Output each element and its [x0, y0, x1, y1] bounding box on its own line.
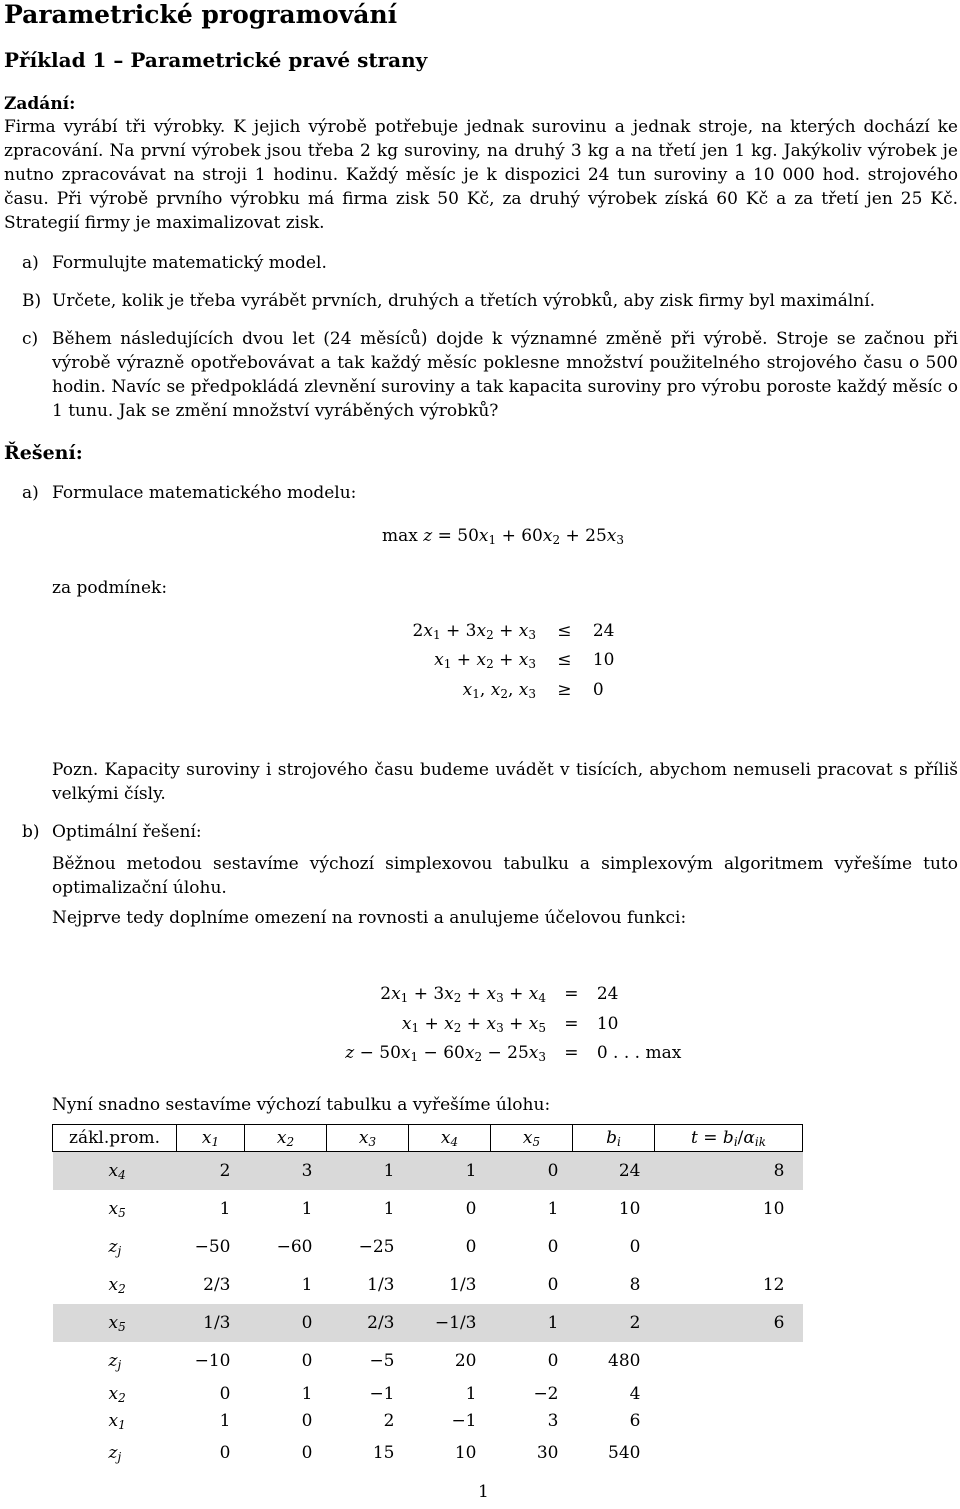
table-header-cell: $x_1$: [177, 1125, 245, 1152]
value-cell: −60: [276, 1237, 313, 1257]
value-cell: 10: [762, 1199, 785, 1219]
table-header-cell: $b_i$: [573, 1125, 655, 1152]
task-a-text: Formulujte matematický model.: [52, 253, 327, 273]
value-cell: 2: [629, 1313, 641, 1333]
value-cell: 1/3: [203, 1313, 231, 1333]
paragraph-1: Běžnou metodou sestavíme výchozí simplexovou tabulku a simplexovým algoritmem vyřešíme tuto optimalizační úlohu.: [52, 854, 958, 898]
solution-b-tag: b): [22, 822, 40, 842]
task-c-tag: c): [22, 329, 39, 349]
equality-2: $x_1 + x_2 + x_3 + x_5 = 10$: [401, 1014, 619, 1035]
section-title: Příklad 1 – Parametrické pravé strany: [4, 48, 428, 72]
constraint-2: $x_1 + x_2 + x_3 \le 10$: [434, 650, 615, 671]
value-cell: 1: [465, 1383, 477, 1404]
value-cell: 2: [383, 1410, 395, 1431]
task-c-text: Během následujících dvou let (24 měsíců) dojde k významné změně při výrobě. Stroje se začnou při výrobě výrazně opotřebovávat a tak každý měsíc poklesne množství použitelného strojového času o 500 hodin. Navíc se předpokládá zlevnění suroviny a tak kapacita suroviny pro výrobu poroste každý měsíc o 1 tunu. Jak se změní množství vyráběných výrobků?: [52, 329, 958, 421]
note: Pozn. Kapacity suroviny i strojového času budeme uvádět v tisících, abychom nemuseli pracovat s příliš velkými čísly.: [52, 760, 958, 804]
value-cell: −1/3: [434, 1313, 477, 1333]
solution-a-tag: a): [22, 483, 39, 503]
value-cell: 0: [547, 1351, 559, 1371]
basis-cell: $z_j$: [108, 1443, 122, 1464]
table-header-cell: $x_3$: [327, 1125, 409, 1152]
value-cell: 15: [372, 1443, 395, 1463]
value-cell: 1: [383, 1199, 395, 1219]
constraints-label: za podmínek:: [52, 578, 168, 598]
value-cell: 1: [301, 1275, 313, 1295]
value-cell: 6: [629, 1410, 641, 1431]
solution-a-text: Formulace matematického modelu:: [52, 483, 357, 503]
assignment-label: Zadání:: [4, 94, 76, 114]
table-row: [53, 1228, 803, 1266]
value-cell: 30: [536, 1443, 559, 1463]
simplex-table: [52, 1124, 803, 1472]
table-header-cell: zákl.prom.: [53, 1125, 177, 1152]
value-cell: 20: [454, 1351, 477, 1371]
basis-cell: $x_1$: [108, 1410, 126, 1432]
value-cell: 0: [465, 1199, 477, 1219]
task-b-tag: B): [22, 291, 42, 311]
value-cell: 10: [454, 1443, 477, 1463]
value-cell: 0: [219, 1443, 231, 1463]
basis-cell: $x_2$: [108, 1383, 126, 1405]
assignment-text: Firma vyrábí tři výrobky. K jejich výrobě potřebuje jednak surovinu a jednak stroje, na kterých dochází ke zpracování. Na první výrobek jsou třeba 2 kg suroviny, na druhý 3 kg a na třetí jen 1 kg. Jakýkoliv výrobek je nutno zpracovávat na stroji 1 hodinu. Každý měsíc je k dispozici 24 tun suroviny a 10 000 hod. strojového času. Při výrobě prvního výrobku má firma zisk 50 Kč, za druhý výrobek získá 60 Kč a za třetí jen 25 Kč. Strategií firmy je maximalizovat zisk.: [4, 117, 958, 233]
paragraph-2: Nejprve tedy doplníme omezení na rovnosti a anulujeme účelovou funkci:: [52, 908, 687, 928]
constraint-3: $x_1$, $x_2$, $x_3 \ge 0$: [462, 680, 604, 701]
value-cell: 3: [301, 1161, 313, 1181]
basis-cell: $z_j$: [108, 1237, 122, 1258]
value-cell: 1/3: [449, 1275, 477, 1295]
value-cell: [655, 1342, 803, 1380]
value-cell: 0: [219, 1383, 231, 1404]
table-row: [53, 1434, 803, 1472]
table-header-cell: $x_4$: [409, 1125, 491, 1152]
objective-function: $\max z = 50x_1 + 60x_2 + 25x_3$: [382, 526, 624, 547]
value-cell: 1: [547, 1313, 559, 1333]
value-cell: 0: [547, 1237, 559, 1257]
value-cell: −2: [533, 1383, 559, 1404]
value-cell: 12: [762, 1275, 785, 1295]
value-cell: [655, 1434, 803, 1472]
value-cell: 1: [547, 1199, 559, 1219]
value-cell: −50: [194, 1237, 231, 1257]
paragraph-3: Nyní snadno sestavíme výchozí tabulku a vyřešíme úlohu:: [52, 1095, 551, 1115]
value-cell: −5: [369, 1351, 395, 1371]
value-cell: 0: [465, 1237, 477, 1257]
value-cell: 10: [618, 1199, 641, 1219]
value-cell: 1: [383, 1161, 395, 1181]
table-row: [53, 1342, 803, 1380]
value-cell: 1: [219, 1410, 231, 1431]
table-row: [53, 1190, 803, 1228]
value-cell: 6: [773, 1313, 785, 1333]
basis-cell: $x_5$: [108, 1199, 126, 1220]
basis-cell: $x_2$: [108, 1275, 126, 1296]
table-row: [53, 1380, 803, 1407]
value-cell: 0: [301, 1443, 313, 1463]
solution-b-text: Optimální řešení:: [52, 822, 202, 842]
value-cell: 1: [465, 1161, 477, 1181]
value-cell: −10: [194, 1351, 231, 1371]
page-title: Parametrické programování: [4, 0, 398, 29]
equality-3: $z - 50x_1 - 60x_2 - 25x_3 = 0$ . . . max: [345, 1043, 682, 1064]
solution-label: Řešení:: [4, 442, 83, 464]
value-cell: 2/3: [367, 1313, 395, 1333]
value-cell: 1/3: [367, 1275, 395, 1295]
basis-cell: $x_4$: [108, 1161, 126, 1182]
value-cell: 1: [301, 1383, 313, 1404]
value-cell: 4: [629, 1383, 641, 1404]
task-b-text: Určete, kolik je třeba vyrábět prvních, druhých a třetích výrobků, aby zisk firmy byl maximální.: [52, 291, 876, 311]
value-cell: 0: [547, 1275, 559, 1295]
value-cell: [655, 1380, 803, 1407]
value-cell: 3: [547, 1410, 559, 1431]
basis-cell: $z_j$: [108, 1351, 122, 1372]
value-cell: 8: [773, 1161, 785, 1181]
value-cell: 0: [301, 1410, 313, 1431]
value-cell: 1: [219, 1199, 231, 1219]
value-cell: −25: [358, 1237, 395, 1257]
value-cell: 0: [547, 1161, 559, 1181]
table-header-cell: $x_2$: [245, 1125, 327, 1152]
value-cell: 0: [301, 1313, 313, 1333]
table-row: [53, 1407, 803, 1434]
table-row: [53, 1266, 803, 1304]
table-header-cell: $x_5$: [491, 1125, 573, 1152]
value-cell: 24: [618, 1161, 641, 1181]
value-cell: 0: [629, 1237, 641, 1257]
equality-1: $2x_1 + 3x_2 + x_3 + x_4 = 24$: [380, 984, 619, 1005]
table-row: [53, 1304, 803, 1342]
value-cell: [655, 1407, 803, 1434]
value-cell: 480: [608, 1351, 641, 1371]
value-cell: 2/3: [203, 1275, 231, 1295]
value-cell: [655, 1228, 803, 1266]
value-cell: 2: [219, 1161, 231, 1181]
table-header-cell: $t = b_i/\alpha_{ik}$: [655, 1125, 803, 1152]
value-cell: −1: [451, 1410, 477, 1431]
value-cell: 0: [301, 1351, 313, 1371]
value-cell: 540: [608, 1443, 641, 1463]
value-cell: 8: [629, 1275, 641, 1295]
constraint-1: $2x_1 + 3x_2 + x_3 \le 24$: [412, 621, 615, 642]
table-header-row: [53, 1125, 803, 1152]
task-a-tag: a): [22, 253, 39, 273]
page-number: 1: [478, 1482, 489, 1502]
table-row: [53, 1152, 803, 1191]
basis-cell: $x_5$: [108, 1313, 126, 1334]
value-cell: 1: [301, 1199, 313, 1219]
value-cell: −1: [369, 1383, 395, 1404]
